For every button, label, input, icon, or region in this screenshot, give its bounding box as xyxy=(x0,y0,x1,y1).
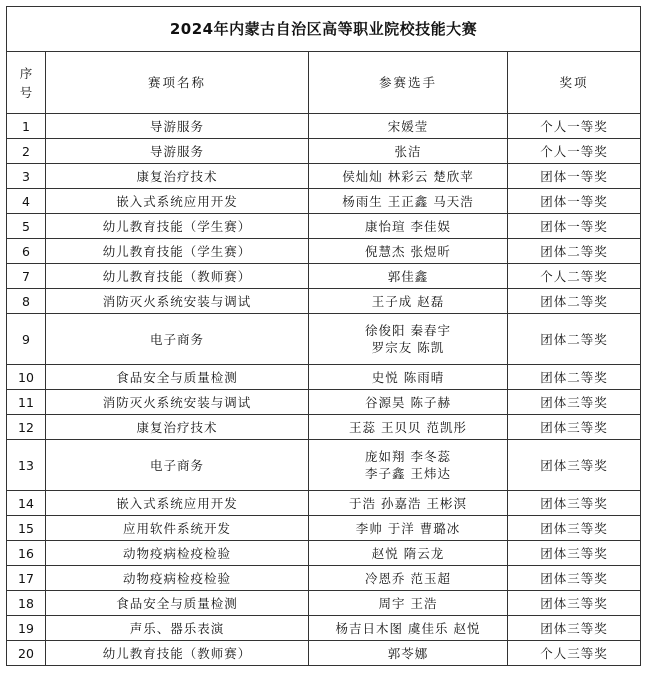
row-players xyxy=(309,591,508,616)
row-event: 导游服务 xyxy=(46,114,309,139)
row-event: 消防灭火系统安装与调试 xyxy=(46,390,309,415)
row-number: 3 xyxy=(7,164,46,189)
player-names-line: 郭佳鑫 xyxy=(387,268,429,284)
header-seq-line2: 号 xyxy=(19,84,33,100)
row-number: 2 xyxy=(7,139,46,164)
player-names-line: 李子鑫 王炜达 xyxy=(365,466,451,481)
header-seq xyxy=(7,52,46,114)
table-row xyxy=(7,365,641,390)
header-event: 赛项名称 xyxy=(46,52,309,114)
player-names-line: 罗宗友 陈凯 xyxy=(371,340,445,355)
row-number: 11 xyxy=(7,390,46,415)
row-award: 团体三等奖 xyxy=(508,390,641,415)
table-row xyxy=(7,264,641,289)
row-players xyxy=(309,616,508,641)
row-award: 团体二等奖 xyxy=(508,239,641,264)
player-names-line: 王蕊 王贝贝 范凯彤 xyxy=(349,419,467,435)
player-names-line: 赵悦 隋云龙 xyxy=(371,545,445,561)
row-number: 4 xyxy=(7,189,46,214)
player-names-line: 王子成 赵磊 xyxy=(371,293,445,309)
header-award: 奖项 xyxy=(508,52,641,114)
row-number: 16 xyxy=(7,541,46,566)
player-names-line: 郭苓娜 xyxy=(387,645,429,661)
row-players xyxy=(309,440,508,491)
row-number: 17 xyxy=(7,566,46,591)
row-players xyxy=(309,390,508,415)
row-players xyxy=(309,239,508,264)
results-table xyxy=(6,6,641,666)
row-number: 14 xyxy=(7,491,46,516)
header-seq-line1: 序 xyxy=(19,65,33,81)
row-number: 15 xyxy=(7,516,46,541)
row-event: 导游服务 xyxy=(46,139,309,164)
table-row xyxy=(7,516,641,541)
row-number: 12 xyxy=(7,415,46,440)
table-row xyxy=(7,390,641,415)
row-players xyxy=(309,214,508,239)
row-players xyxy=(309,365,508,390)
player-names-line: 庞如翔 李冬蕊 xyxy=(365,449,451,464)
row-award: 团体一等奖 xyxy=(508,214,641,239)
row-award: 团体三等奖 xyxy=(508,591,641,616)
header-players: 参赛选手 xyxy=(309,52,508,114)
table-row xyxy=(7,214,641,239)
row-number: 6 xyxy=(7,239,46,264)
player-names-line: 冷恩乔 范玉超 xyxy=(365,570,451,586)
row-number: 9 xyxy=(7,314,46,365)
row-number: 7 xyxy=(7,264,46,289)
row-players xyxy=(309,114,508,139)
table-title: 2024年内蒙古自治区高等职业院校技能大赛 xyxy=(7,7,641,52)
row-players xyxy=(309,415,508,440)
player-names-line: 倪慧杰 张煜昕 xyxy=(365,243,451,259)
row-players xyxy=(309,641,508,666)
row-award: 团体三等奖 xyxy=(508,541,641,566)
table-row xyxy=(7,114,641,139)
row-players xyxy=(309,164,508,189)
row-event: 康复治疗技术 xyxy=(46,164,309,189)
row-award: 团体三等奖 xyxy=(508,440,641,491)
row-event: 康复治疗技术 xyxy=(46,415,309,440)
table-row xyxy=(7,164,641,189)
row-event: 应用软件系统开发 xyxy=(46,516,309,541)
title-row xyxy=(7,7,641,52)
row-players xyxy=(309,314,508,365)
player-names-line: 徐俊阳 秦春宇 xyxy=(365,323,451,338)
row-players xyxy=(309,491,508,516)
row-award: 团体二等奖 xyxy=(508,289,641,314)
player-names-line: 史悦 陈雨晴 xyxy=(371,369,445,385)
table-row xyxy=(7,440,641,491)
table-row xyxy=(7,541,641,566)
row-event: 动物疫病检疫检验 xyxy=(46,541,309,566)
row-award: 个人二等奖 xyxy=(508,264,641,289)
table-row xyxy=(7,239,641,264)
table-row xyxy=(7,491,641,516)
row-players xyxy=(309,566,508,591)
row-award: 个人一等奖 xyxy=(508,114,641,139)
row-award: 团体二等奖 xyxy=(508,365,641,390)
results-sheet xyxy=(6,6,640,666)
row-number: 5 xyxy=(7,214,46,239)
row-event: 幼儿教育技能（学生赛） xyxy=(46,214,309,239)
row-event: 幼儿教育技能（教师赛） xyxy=(46,264,309,289)
row-event: 声乐、器乐表演 xyxy=(46,616,309,641)
row-event: 电子商务 xyxy=(46,314,309,365)
row-event: 幼儿教育技能（教师赛） xyxy=(46,641,309,666)
player-names-line: 侯灿灿 林彩云 楚欣苹 xyxy=(342,168,474,184)
player-names-line: 于浩 孙嘉浩 王彬溟 xyxy=(349,495,467,511)
table-row xyxy=(7,641,641,666)
row-number: 19 xyxy=(7,616,46,641)
table-row xyxy=(7,616,641,641)
row-award: 团体三等奖 xyxy=(508,566,641,591)
player-names-line: 杨雨生 王正鑫 马天浩 xyxy=(342,193,474,209)
row-players xyxy=(309,189,508,214)
table-row xyxy=(7,314,641,365)
row-event: 动物疫病检疫检验 xyxy=(46,566,309,591)
player-names-line: 康怡瑄 李佳娱 xyxy=(365,218,451,234)
row-award: 团体二等奖 xyxy=(508,314,641,365)
row-number: 10 xyxy=(7,365,46,390)
row-award: 团体一等奖 xyxy=(508,164,641,189)
header-row xyxy=(7,52,641,114)
table-row xyxy=(7,289,641,314)
row-award: 团体一等奖 xyxy=(508,189,641,214)
results-body xyxy=(7,114,641,666)
row-number: 18 xyxy=(7,591,46,616)
player-names-line: 杨吉日木图 虞佳乐 赵悦 xyxy=(335,620,481,636)
table-row xyxy=(7,139,641,164)
player-names-line: 谷源昊 陈子赫 xyxy=(365,394,451,410)
table-row xyxy=(7,566,641,591)
row-event: 食品安全与质量检测 xyxy=(46,365,309,390)
row-award: 团体三等奖 xyxy=(508,616,641,641)
row-players xyxy=(309,264,508,289)
player-names-line: 宋媛莹 xyxy=(387,118,429,134)
player-names-line: 张洁 xyxy=(394,143,422,159)
row-award: 个人一等奖 xyxy=(508,139,641,164)
row-players xyxy=(309,139,508,164)
player-names-line: 李帅 于洋 曹璐冰 xyxy=(355,520,461,536)
row-event: 电子商务 xyxy=(46,440,309,491)
table-row xyxy=(7,591,641,616)
row-event: 幼儿教育技能（学生赛） xyxy=(46,239,309,264)
row-event: 嵌入式系统应用开发 xyxy=(46,189,309,214)
table-row xyxy=(7,189,641,214)
row-players xyxy=(309,541,508,566)
row-number: 20 xyxy=(7,641,46,666)
row-award: 团体三等奖 xyxy=(508,516,641,541)
player-names-line: 周宇 王浩 xyxy=(378,595,438,611)
row-number: 13 xyxy=(7,440,46,491)
row-award: 团体三等奖 xyxy=(508,415,641,440)
row-award: 个人三等奖 xyxy=(508,641,641,666)
table-row xyxy=(7,415,641,440)
row-award: 团体三等奖 xyxy=(508,491,641,516)
row-players xyxy=(309,289,508,314)
row-event: 嵌入式系统应用开发 xyxy=(46,491,309,516)
row-number: 8 xyxy=(7,289,46,314)
row-players xyxy=(309,516,508,541)
row-event: 消防灭火系统安装与调试 xyxy=(46,289,309,314)
row-event: 食品安全与质量检测 xyxy=(46,591,309,616)
row-number: 1 xyxy=(7,114,46,139)
